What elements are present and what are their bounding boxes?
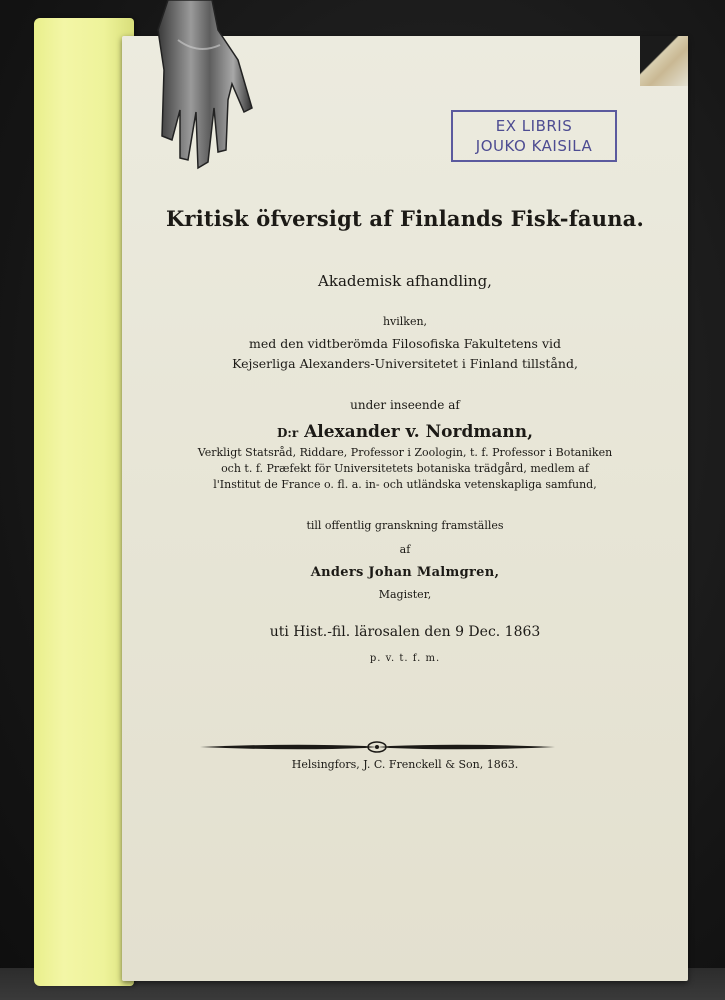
praeses-line (122, 422, 688, 442)
author-name: Anders Johan Malmgren, (310, 565, 500, 580)
granskning-line: till offentlig granskning framställes (306, 519, 504, 532)
ex-libris-stamp (451, 110, 617, 162)
praeses-description-2: och t. f. Præfekt för Universitetets botaniska trädgård, medlem af (221, 462, 589, 475)
yellow-spine (34, 18, 134, 986)
under-inseende-line: under inseende af (350, 398, 460, 412)
ptfm-line: p. v. t. f. m. (369, 653, 441, 664)
hvilken-line: hvilken, (382, 315, 428, 328)
imprint-line: Helsingfors, J. C. Frenckell & Son, 1863. (291, 758, 519, 771)
ornament-rule-icon (200, 738, 555, 756)
author-title: Magister, (378, 588, 432, 601)
af-line: af (399, 543, 411, 556)
title-page (122, 36, 688, 981)
praeses-description-1: Verkligt Statsråd, Riddare, Professor i Zoologin, t. f. Professor i Botaniken (197, 446, 613, 459)
date-line: uti Hist.-fil. lärosalen den 9 Dec. 1863 (269, 624, 541, 640)
worn-corner (640, 36, 688, 86)
permission-line-2: Kejserliga Alexanders-Universitetet i Finland tillstånd, (232, 356, 578, 371)
subtitle: Akademisk afhandling, (318, 272, 492, 290)
praeses-prefix: D:r (276, 426, 299, 440)
page-title: Kritisk öfversigt af Finlands Fisk-fauna. (165, 206, 644, 231)
stamp-line-1: EX LIBRIS (495, 117, 573, 135)
stamp-line-2: JOUKO KAISILA (475, 137, 593, 155)
permission-line-1: med den vidtberömda Filosofiska Fakultetens vid (248, 336, 562, 351)
praeses-name: Alexander v. Nordmann, (304, 422, 533, 442)
hand-weight-icon (148, 0, 258, 175)
praeses-description-3: l'Institut de France o. fl. a. in- och utländska vetenskapliga samfund, (213, 478, 597, 491)
